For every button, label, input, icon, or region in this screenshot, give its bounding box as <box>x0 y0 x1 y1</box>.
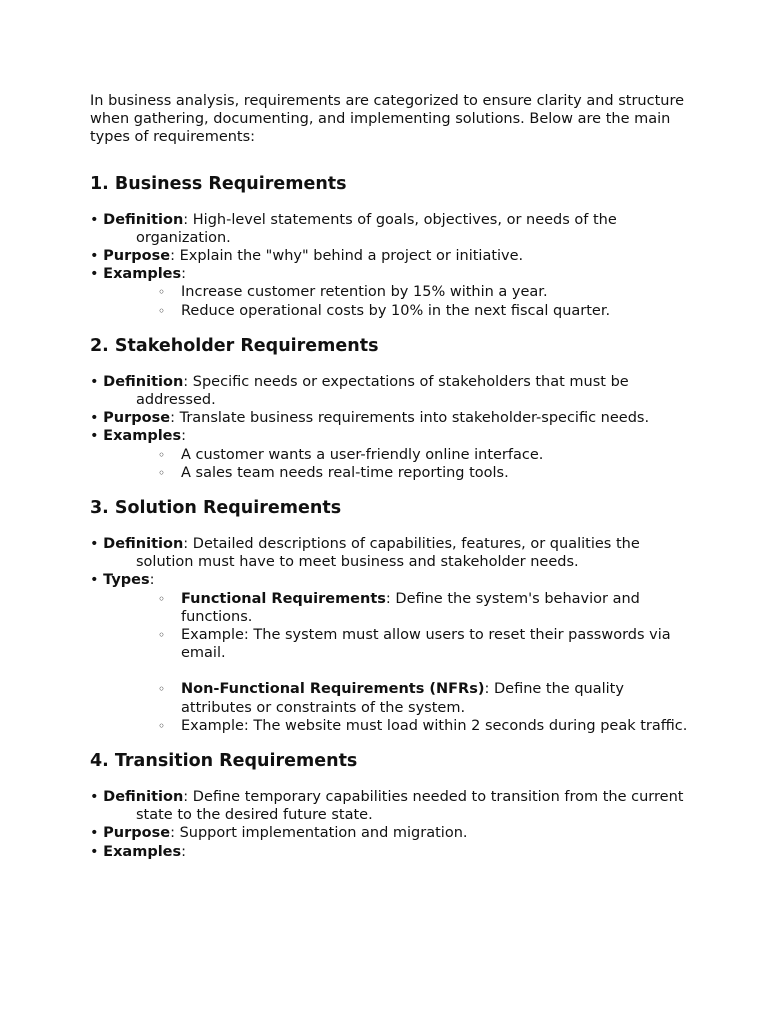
section-heading: 4. Transition Requirements <box>90 751 358 772</box>
example-list-item: ◦ Reduce operational costs by 10% in the next fiscal quarter. <box>158 302 611 319</box>
functional-requirements-item: ◦ Functional Requirements: Define the system's behavior and functions. <box>158 590 640 625</box>
purpose-item: • Purpose: Explain the "why" behind a project or initiative. <box>90 248 524 265</box>
example-list-item: ◦ A sales team needs real-time reporting tools. <box>158 464 509 481</box>
section-stakeholder-requirements <box>90 334 690 482</box>
definition-item: • Definition: Define temporary capabilities needed to transition from the current state to the desired future state. <box>90 789 684 824</box>
document-page <box>90 92 690 875</box>
functional-example-item: ◦ Example: The system must allow users to reset their passwords via email. <box>158 627 671 662</box>
definition-item: • Definition: High-level statements of goals, objectives, or needs of the organization. <box>90 211 617 246</box>
intro-paragraph: In business analysis, requirements are categorized to ensure clarity and structure when gathering, documenting, and implementing solutions. Below are the main types of requirements: <box>90 93 685 146</box>
section-heading: 2. Stakeholder Requirements <box>90 335 379 356</box>
nfr-example-item: ◦ Example: The website must load within 2 seconds during peak traffic. <box>158 717 688 734</box>
examples-item: • Examples: <box>90 843 187 860</box>
section-heading: 1. Business Requirements <box>90 173 347 194</box>
definition-item: • Definition: Specific needs or expectations of stakeholders that must be addressed. <box>90 373 629 409</box>
section-business-requirements <box>90 172 690 320</box>
example-list-item: ◦ Increase customer retention by 15% within a year. <box>158 284 548 301</box>
purpose-item: • Purpose: Translate business requirements into stakeholder-specific needs. <box>90 410 650 427</box>
section-solution-requirements <box>90 496 690 735</box>
nfr-item: ◦ Non-Functional Requirements (NFRs): Define the quality attributes or constraints of the system. <box>158 681 624 716</box>
examples-item: • Examples: <box>90 428 187 445</box>
section-transition-requirements <box>90 749 690 861</box>
spacer <box>90 662 690 680</box>
definition-item: • Definition: Detailed descriptions of capabilities, features, or qualities the solution must have to meet business and stakeholder needs. <box>90 536 640 571</box>
types-item: • Types: <box>90 572 155 589</box>
purpose-item: • Purpose: Support implementation and migration. <box>90 825 468 842</box>
examples-item: • Examples: <box>90 266 187 283</box>
section-heading: 3. Solution Requirements <box>90 498 342 519</box>
example-list-item: ◦ A customer wants a user-friendly online interface. <box>158 446 544 463</box>
